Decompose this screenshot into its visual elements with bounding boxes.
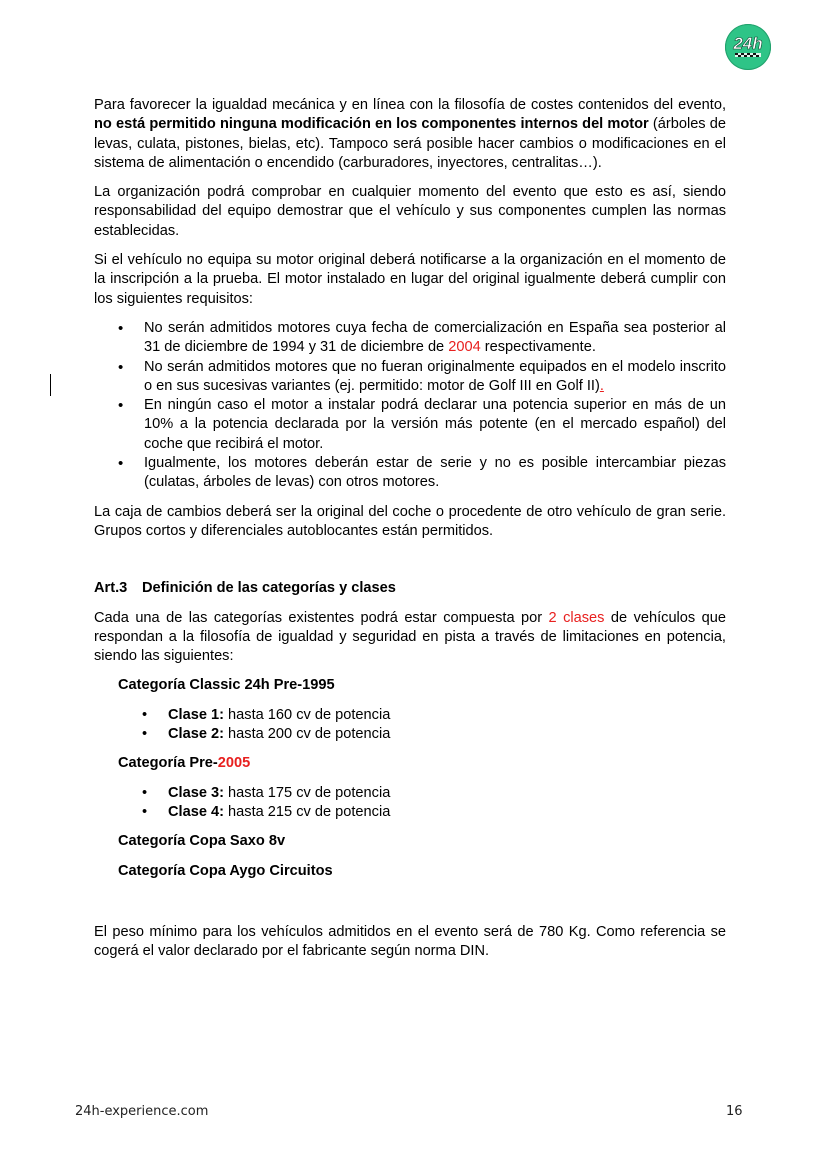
- class-label: Clase 2:: [168, 726, 224, 743]
- revision-bar: [50, 374, 51, 396]
- brand-logo: [725, 24, 771, 70]
- paragraph-verification: La organización podrá comprobar en cualquier momento del evento que esto es así, siendo responsabilidad del equipo demostrar que el vehículo y sus componentes cumplen las normas establecidas.: [94, 184, 726, 239]
- article-title: Definición de las categorías y clases: [142, 580, 396, 597]
- article-number: Art.3: [94, 580, 128, 597]
- classes-list: [94, 706, 726, 745]
- paragraph-min-weight: El peso mínimo para los vehículos admitidos en el evento será de 780 Kg. Como referencia se cogerá el valor declarado por el fabricante según norma DIN.: [94, 923, 726, 960]
- class-description: hasta 160 cv de potencia: [223, 706, 391, 723]
- list-item: [168, 784, 726, 803]
- text-span: Para favorecer la igualdad mecánica y en línea con la filosofía de costes contenidos del evento,: [94, 97, 726, 113]
- paragraph-gearbox: La caja de cambios deberá ser la original del coche o procedente de otro vehículo de gran serie. Grupos cortos y diferenciales autoblocantes están permitidos.: [94, 503, 726, 539]
- article-heading: [94, 579, 726, 598]
- category-heading: [118, 754, 726, 773]
- svg-text:24h: 24h: [733, 34, 763, 53]
- footer-website: 24h-experience.com: [75, 1104, 209, 1119]
- class-label: Clase 4:: [168, 803, 224, 820]
- class-label: Clase 1:: [168, 706, 224, 723]
- category-heading: Categoría Copa Saxo 8v: [118, 833, 286, 850]
- classes-list: [94, 784, 726, 823]
- highlight-text: 2 clases: [548, 609, 605, 626]
- text-span: No serán admitidos motores que no fueran originalmente equipados en el modelo inscrito o en sus sucesivas variantes (ej. permitido: motor de Golf III en Golf II): [144, 358, 726, 394]
- list-item: [168, 706, 726, 725]
- text-span: No serán admitidos motores cuya fecha de comercialización en España sea posterior al 31 de diciembre de 1994 y 31 de diciembre de: [144, 319, 726, 356]
- list-item: [144, 396, 726, 454]
- highlight-text: .: [599, 377, 604, 394]
- class-description: hasta 175 cv de potencia: [223, 784, 391, 801]
- text-span: Cada una de las categorías existentes podrá estar compuesta por: [94, 609, 549, 626]
- text-span: En ningún caso el motor a instalar podrá declarar una potencia superior en más de un 10% a la potencia declarada por la versión más potente (en el mercado español) del coche que recibirá el motor.: [144, 397, 726, 452]
- highlight-text: 2004: [448, 339, 481, 356]
- category-heading: Categoría Copa Aygo Circuitos: [118, 862, 333, 879]
- document-body: [94, 96, 726, 961]
- list-item: [168, 803, 726, 822]
- paragraph-engine-swap: Si el vehículo no equipa su motor original deberá notificarse a la organización en el momento de la inscripción a la prueba. El motor instalado en lugar del original igualmente deberá cumplir con los siguientes requisitos:: [94, 252, 726, 307]
- text-span: (árboles de levas, culata, pistones, bielas, etc). Tampoco será posible hacer cambios o modificaciones en el sistema de alimentación o encendido (carburadores, inyectores, centralitas…).: [94, 116, 726, 171]
- page-number: 16: [726, 1104, 743, 1119]
- requirements-list: [94, 319, 726, 493]
- highlight-text: 2005: [217, 755, 251, 772]
- bold-text: no está permitido ninguna modificación en los componentes internos del motor: [94, 116, 649, 133]
- text-span: de vehículos que respondan a la filosofía de igualdad y seguridad en pista a través de limitaciones en potencia, siendo las siguientes:: [94, 609, 726, 665]
- paragraph-engine-rules: [94, 96, 726, 173]
- category-heading: Categoría Classic 24h Pre-1995: [118, 677, 335, 694]
- list-item: [144, 454, 726, 493]
- list-item: [144, 319, 726, 358]
- logo-24h-icon: [725, 24, 771, 70]
- class-description: hasta 215 cv de potencia: [223, 803, 391, 820]
- paragraph-classes-intro: [94, 609, 726, 667]
- list-item: [168, 725, 726, 744]
- text-span: respectivamente.: [480, 339, 596, 356]
- text-span: Igualmente, los motores deberán estar de serie y no es posible intercambiar piezas (culatas, árboles de levas) con otros motores.: [144, 455, 726, 491]
- class-label: Clase 3:: [168, 784, 224, 801]
- class-description: hasta 200 cv de potencia: [223, 726, 391, 743]
- text-span: Categoría Pre-: [118, 755, 218, 772]
- list-item: [144, 358, 726, 397]
